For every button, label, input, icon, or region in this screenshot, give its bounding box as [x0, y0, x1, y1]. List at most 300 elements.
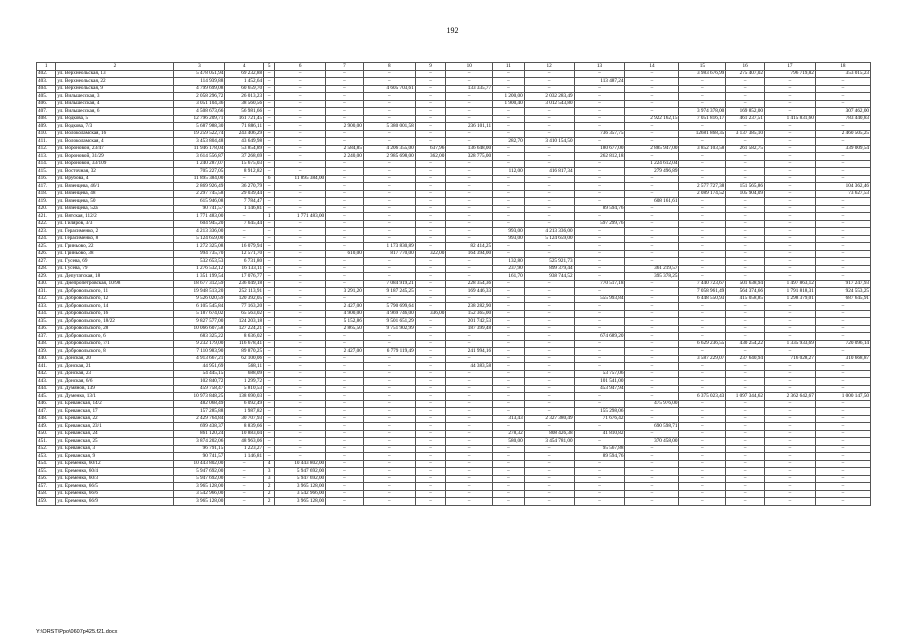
- value-cell: –: [625, 318, 679, 326]
- value-cell: 9 751 902,99: [363, 325, 415, 333]
- value-cell: –: [625, 340, 679, 348]
- value-cell: –: [415, 385, 446, 393]
- value-cell: –: [493, 498, 525, 506]
- value-cell: –: [815, 325, 870, 333]
- value-cell: 1 415 831,60: [764, 115, 815, 123]
- value-cell: –: [679, 100, 726, 108]
- row-number-cell: 431.: [37, 288, 56, 296]
- address-cell: ул. Вороновой, 31/29: [56, 153, 174, 161]
- value-cell: 705 227,05: [174, 168, 225, 176]
- value-cell: –: [764, 430, 815, 438]
- value-cell: –: [275, 130, 326, 138]
- value-cell: –: [524, 220, 574, 228]
- row-number-cell: 449.: [37, 423, 56, 431]
- row-number-cell: 435.: [37, 318, 56, 326]
- row-number-cell: 411.: [37, 138, 56, 146]
- table-row: [37, 123, 871, 131]
- value-cell: 37 268,69: [225, 153, 264, 161]
- value-cell: –: [326, 85, 364, 93]
- value-cell: 3 291,20: [326, 288, 364, 296]
- value-cell: 161,70: [493, 273, 525, 281]
- value-cell: –: [415, 100, 446, 108]
- value-cell: –: [574, 325, 625, 333]
- value-cell: 6 092,49: [225, 400, 264, 408]
- address-cell: ул. Добровольского, 7/1: [56, 340, 174, 348]
- table-row: [37, 183, 871, 191]
- value-cell: –: [815, 385, 870, 393]
- value-cell: –: [524, 280, 574, 288]
- value-cell: –: [446, 160, 493, 168]
- value-cell: –: [264, 85, 275, 93]
- value-cell: –: [679, 378, 726, 386]
- value-cell: –: [764, 460, 815, 468]
- value-cell: –: [415, 400, 446, 408]
- value-cell: –: [275, 100, 326, 108]
- address-cell: ул. Гриньово, 22: [56, 243, 174, 251]
- value-cell: –: [764, 483, 815, 491]
- row-number-cell: 412.: [37, 145, 56, 153]
- value-cell: –: [625, 490, 679, 498]
- value-cell: –: [415, 378, 446, 386]
- value-cell: 279 496,89: [625, 168, 679, 176]
- value-cell: –: [524, 318, 574, 326]
- value-cell: –: [815, 123, 870, 131]
- value-cell: –: [264, 235, 275, 243]
- value-cell: 5 380 001,58: [363, 123, 415, 131]
- value-cell: 18 677 312,59: [174, 280, 225, 288]
- value-cell: –: [275, 453, 326, 461]
- value-cell: –: [726, 325, 765, 333]
- value-cell: 241 994,16: [446, 348, 493, 356]
- value-cell: 3 410 154,50: [524, 138, 574, 146]
- value-cell: 2 985 698,00: [363, 153, 415, 161]
- value-cell: –: [524, 348, 574, 356]
- value-cell: –: [726, 303, 765, 311]
- value-cell: 44 383,58: [446, 363, 493, 371]
- value-cell: –: [679, 303, 726, 311]
- value-cell: –: [726, 370, 765, 378]
- value-cell: –: [679, 325, 726, 333]
- value-cell: –: [524, 123, 574, 131]
- value-cell: –: [275, 85, 326, 93]
- value-cell: –: [493, 318, 525, 326]
- value-cell: –: [625, 415, 679, 423]
- row-number-cell: 438.: [37, 340, 56, 348]
- column-header: 15: [679, 63, 726, 71]
- value-cell: –: [815, 205, 870, 213]
- value-cell: –: [625, 408, 679, 416]
- value-cell: 4 508 673,66: [174, 108, 225, 116]
- value-cell: –: [493, 205, 525, 213]
- value-cell: –: [326, 408, 364, 416]
- value-cell: –: [363, 468, 415, 476]
- value-cell: –: [446, 295, 493, 303]
- row-number-cell: 445.: [37, 393, 56, 401]
- value-cell: –: [264, 415, 275, 423]
- value-cell: –: [446, 168, 493, 176]
- value-cell: –: [493, 310, 525, 318]
- value-cell: –: [764, 85, 815, 93]
- value-cell: –: [326, 175, 364, 183]
- value-cell: –: [815, 423, 870, 431]
- address-cell: ул. Вороновой, 33/109: [56, 160, 174, 168]
- value-cell: 5 810,53: [225, 385, 264, 393]
- value-cell: –: [415, 415, 446, 423]
- value-cell: –: [815, 258, 870, 266]
- value-cell: 36 270,79: [225, 183, 264, 191]
- value-cell: –: [275, 273, 326, 281]
- value-cell: –: [524, 160, 574, 168]
- value-cell: –: [326, 130, 364, 138]
- value-cell: –: [275, 333, 326, 341]
- value-cell: 475 976,00: [625, 400, 679, 408]
- value-cell: –: [225, 175, 264, 183]
- value-cell: –: [446, 78, 493, 86]
- value-cell: –: [493, 370, 525, 378]
- value-cell: 201 742,53: [446, 318, 493, 326]
- value-cell: 236 049,18: [225, 280, 264, 288]
- value-cell: –: [679, 460, 726, 468]
- value-cell: –: [764, 220, 815, 228]
- value-cell: 252 113,91: [225, 288, 264, 296]
- value-cell: –: [815, 490, 870, 498]
- value-cell: –: [363, 385, 415, 393]
- value-cell: –: [446, 198, 493, 206]
- value-cell: –: [264, 198, 275, 206]
- value-cell: –: [493, 160, 525, 168]
- table-row: [37, 213, 871, 221]
- value-cell: –: [326, 258, 364, 266]
- value-cell: –: [625, 228, 679, 236]
- value-cell: –: [726, 460, 765, 468]
- table-row: [37, 348, 871, 356]
- row-number-cell: 448.: [37, 415, 56, 423]
- value-cell: –: [764, 333, 815, 341]
- value-cell: 238 282,90: [446, 303, 493, 311]
- value-cell: 1 298 379,01: [764, 295, 815, 303]
- value-cell: –: [815, 333, 870, 341]
- value-cell: –: [493, 468, 525, 476]
- address-cell: ул. Донская, 20: [56, 355, 174, 363]
- table-row: [37, 393, 871, 401]
- value-cell: –: [815, 265, 870, 273]
- table-row: [37, 258, 871, 266]
- address-cell: ул. Вороновой, 23/47: [56, 145, 174, 153]
- value-cell: –: [363, 78, 415, 86]
- value-cell: 3 542 966,00: [174, 490, 225, 498]
- table-row: [37, 228, 871, 236]
- value-cell: –: [726, 228, 765, 236]
- value-cell: 1 000 147,50: [815, 393, 870, 401]
- value-cell: 690 598,71: [625, 423, 679, 431]
- value-cell: –: [363, 438, 415, 446]
- value-cell: –: [625, 498, 679, 506]
- value-cell: –: [363, 460, 415, 468]
- value-cell: –: [764, 348, 815, 356]
- value-cell: –: [415, 228, 446, 236]
- address-cell: ул. Герасименко, 8: [56, 235, 174, 243]
- value-cell: –: [493, 115, 525, 123]
- value-cell: –: [446, 175, 493, 183]
- table-row: [37, 198, 871, 206]
- value-cell: 7 051 816,17: [679, 115, 726, 123]
- value-cell: –: [415, 370, 446, 378]
- value-cell: 2 032 283,49: [524, 93, 574, 101]
- value-cell: –: [326, 468, 364, 476]
- value-cell: –: [264, 348, 275, 356]
- value-cell: 3 852 103,58: [679, 145, 726, 153]
- value-cell: –: [524, 108, 574, 116]
- value-cell: 2 584,85: [326, 145, 364, 153]
- value-cell: –: [625, 183, 679, 191]
- value-cell: –: [264, 130, 275, 138]
- value-cell: –: [574, 168, 625, 176]
- value-cell: –: [764, 160, 815, 168]
- value-cell: –: [764, 378, 815, 386]
- value-cell: –: [415, 123, 446, 131]
- value-cell: –: [264, 138, 275, 146]
- value-cell: 608 161,61: [625, 198, 679, 206]
- address-cell: ул. Ереванская, 3: [56, 445, 174, 453]
- value-cell: –: [815, 138, 870, 146]
- value-cell: –: [574, 108, 625, 116]
- value-cell: –: [264, 220, 275, 228]
- value-cell: –: [493, 220, 525, 228]
- value-cell: –: [363, 175, 415, 183]
- row-number-cell: 418.: [37, 190, 56, 198]
- value-cell: –: [264, 228, 275, 236]
- value-cell: –: [363, 453, 415, 461]
- value-cell: 687 645,91: [815, 295, 870, 303]
- value-cell: –: [574, 250, 625, 258]
- value-cell: 19 948 513,20: [174, 288, 225, 296]
- value-cell: –: [574, 348, 625, 356]
- value-cell: –: [415, 430, 446, 438]
- value-cell: –: [275, 295, 326, 303]
- value-cell: –: [264, 400, 275, 408]
- value-cell: –: [363, 108, 415, 116]
- value-cell: –: [415, 175, 446, 183]
- value-cell: 261 582,75: [726, 145, 765, 153]
- value-cell: –: [524, 175, 574, 183]
- value-cell: –: [679, 235, 726, 243]
- column-header: 9: [415, 63, 446, 71]
- value-cell: 4: [264, 460, 275, 468]
- value-cell: 132,80: [493, 258, 525, 266]
- value-cell: –: [493, 348, 525, 356]
- value-cell: –: [524, 408, 574, 416]
- value-cell: 416 817,34: [524, 168, 574, 176]
- value-cell: –: [574, 228, 625, 236]
- value-cell: –: [363, 430, 415, 438]
- value-cell: –: [679, 205, 726, 213]
- value-cell: 2 327 380,49: [524, 415, 574, 423]
- value-cell: –: [415, 318, 446, 326]
- value-cell: –: [326, 355, 364, 363]
- value-cell: –: [574, 198, 625, 206]
- table-row: [37, 423, 871, 431]
- row-number-cell: 441.: [37, 363, 56, 371]
- value-cell: –: [625, 325, 679, 333]
- value-cell: 310 668,87: [815, 355, 870, 363]
- value-cell: –: [275, 115, 326, 123]
- value-cell: –: [493, 145, 525, 153]
- value-cell: –: [363, 490, 415, 498]
- value-cell: –: [264, 265, 275, 273]
- value-cell: –: [363, 355, 415, 363]
- address-cell: ул. Донская, 6/6: [56, 378, 174, 386]
- value-cell: 430 254,22: [726, 340, 765, 348]
- value-cell: –: [524, 378, 574, 386]
- value-cell: 44 951,69: [174, 363, 225, 371]
- value-cell: –: [446, 333, 493, 341]
- address-cell: ул. Вязенцева, 46/1: [56, 183, 174, 191]
- value-cell: –: [493, 333, 525, 341]
- value-cell: 282,70: [493, 138, 525, 146]
- value-cell: –: [764, 243, 815, 251]
- value-cell: –: [679, 385, 726, 393]
- table-row: [37, 363, 871, 371]
- address-cell: ул. Водкова, 7/3: [56, 123, 174, 131]
- value-cell: –: [363, 475, 415, 483]
- table-row: [37, 78, 871, 86]
- address-cell: ул. Вязенцева, 52а: [56, 205, 174, 213]
- address-cell: ул. Ереванская, 23/1: [56, 423, 174, 431]
- value-cell: –: [524, 483, 574, 491]
- value-cell: 8 636,02: [225, 333, 264, 341]
- value-cell: –: [815, 400, 870, 408]
- value-cell: –: [446, 355, 493, 363]
- value-cell: 322,00: [415, 250, 446, 258]
- value-cell: 5 790 699,64: [363, 303, 415, 311]
- value-cell: 3 965 128,00: [275, 483, 326, 491]
- value-cell: –: [625, 378, 679, 386]
- column-header: 8: [363, 63, 415, 71]
- value-cell: –: [764, 168, 815, 176]
- value-cell: –: [415, 235, 446, 243]
- value-cell: 187 399,48: [446, 325, 493, 333]
- value-cell: –: [524, 490, 574, 498]
- value-cell: 1 223,27: [225, 445, 264, 453]
- value-cell: –: [726, 85, 765, 93]
- value-cell: –: [815, 243, 870, 251]
- value-cell: –: [574, 490, 625, 498]
- value-cell: –: [726, 333, 765, 341]
- value-cell: –: [625, 445, 679, 453]
- value-cell: –: [726, 198, 765, 206]
- value-cell: 899 379,44: [524, 265, 574, 273]
- value-cell: –: [815, 318, 870, 326]
- value-cell: –: [726, 273, 765, 281]
- value-cell: –: [446, 70, 493, 78]
- value-cell: –: [726, 468, 765, 476]
- value-cell: –: [275, 325, 326, 333]
- value-cell: 155 298,06: [574, 408, 625, 416]
- table-row: [37, 483, 871, 491]
- value-cell: –: [275, 310, 326, 318]
- value-cell: 3 965 128,00: [275, 498, 326, 506]
- value-cell: –: [574, 363, 625, 371]
- value-cell: –: [679, 258, 726, 266]
- value-cell: –: [446, 468, 493, 476]
- value-cell: –: [574, 243, 625, 251]
- value-cell: –: [493, 123, 525, 131]
- value-cell: 127 224,21: [225, 325, 264, 333]
- value-cell: –: [574, 175, 625, 183]
- value-cell: –: [726, 408, 765, 416]
- value-cell: –: [363, 483, 415, 491]
- value-cell: –: [415, 183, 446, 191]
- row-number-cell: 417.: [37, 183, 56, 191]
- value-cell: –: [415, 303, 446, 311]
- value-cell: –: [363, 205, 415, 213]
- value-cell: –: [524, 355, 574, 363]
- address-cell: ул. Добровольского, 16: [56, 310, 174, 318]
- value-cell: –: [815, 78, 870, 86]
- address-cell: ул. Еременко, 60/12: [56, 460, 174, 468]
- value-cell: –: [415, 288, 446, 296]
- address-cell: ул. Ереванская, 9: [56, 453, 174, 461]
- table-row: [37, 408, 871, 416]
- row-number-cell: 442.: [37, 370, 56, 378]
- address-cell: ул. Гриньово, 38: [56, 250, 174, 258]
- row-number-cell: 459.: [37, 498, 56, 506]
- address-cell: ул. Врубова, 4: [56, 175, 174, 183]
- value-cell: –: [326, 168, 364, 176]
- value-cell: 2 427,00: [326, 303, 364, 311]
- value-cell: –: [264, 190, 275, 198]
- value-cell: –: [764, 423, 815, 431]
- value-cell: 56 981,66: [225, 108, 264, 116]
- value-cell: –: [326, 78, 364, 86]
- value-cell: –: [764, 438, 815, 446]
- value-cell: –: [625, 303, 679, 311]
- table-row: [37, 310, 871, 318]
- value-cell: 9 526 020,59: [174, 295, 225, 303]
- value-cell: –: [493, 445, 525, 453]
- value-cell: 783 440,83: [815, 115, 870, 123]
- value-cell: –: [415, 85, 446, 93]
- value-cell: –: [225, 468, 264, 476]
- value-cell: –: [264, 93, 275, 101]
- value-cell: –: [275, 153, 326, 161]
- value-cell: 62 100,06: [225, 355, 264, 363]
- value-cell: –: [625, 213, 679, 221]
- row-number-cell: 453.: [37, 453, 56, 461]
- value-cell: –: [225, 460, 264, 468]
- value-cell: –: [524, 498, 574, 506]
- value-cell: 60 659,70: [225, 85, 264, 93]
- address-cell: ул. Верхнеольская, 22: [56, 78, 174, 86]
- value-cell: 6 629 236,55: [679, 340, 726, 348]
- value-cell: 161 721,45: [225, 115, 264, 123]
- value-cell: –: [446, 460, 493, 468]
- value-cell: 525 921,73: [524, 258, 574, 266]
- value-cell: –: [264, 423, 275, 431]
- value-cell: 2 869 926,49: [174, 183, 225, 191]
- value-cell: –: [524, 393, 574, 401]
- value-cell: –: [493, 183, 525, 191]
- value-cell: –: [264, 363, 275, 371]
- row-number-cell: 409.: [37, 123, 56, 131]
- table-row: [37, 235, 871, 243]
- value-cell: 4 213 336,00: [524, 228, 574, 236]
- column-header: 7: [326, 63, 364, 71]
- value-cell: 1 335 933,69: [764, 340, 815, 348]
- value-cell: –: [446, 400, 493, 408]
- value-cell: –: [415, 460, 446, 468]
- value-cell: 8 912,82: [225, 168, 264, 176]
